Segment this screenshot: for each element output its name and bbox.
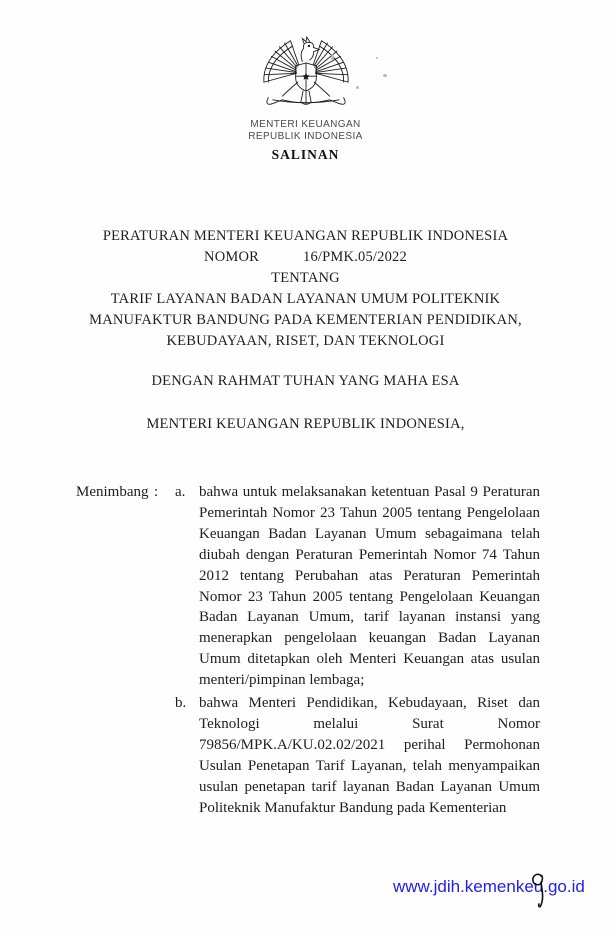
eagle-head: [301, 37, 319, 61]
item-text: bahwa untuk melaksanakan ketentuan Pasal 9 Peraturan Pemerintah Nomor 23 Tahun 2005 tentang Pengelolaan Keuangan Badan Layanan Umum sebagaimana telah diubah dengan Peraturan Pemerintah Nomor 74 Tahun 2012 tentang Perubahan atas Peraturan Pemerintah Nomor 23 Tahun 2005 tentang Pengelolaan Keuangan Badan Layanan Umum, tarif layanan instansi yang menerapkan pengelolaan keuangan Badan Layanan Umum ditetapkan oleh Menteri Keuangan atas usulan menteri/pimpinan lembaga;: [199, 484, 540, 689]
right-wing: [313, 41, 348, 82]
tail-feathers: [300, 91, 310, 104]
garuda-pancasila-emblem: [258, 33, 354, 115]
invocation-line: DENGAN RAHMAT TUHAN YANG MAHA ESA: [151, 373, 460, 389]
pancasila-shield: [295, 63, 316, 91]
considerations-list: [175, 482, 540, 819]
jdih-watermark-link[interactable]: www.jdih.kemenkeu.go.id: [393, 877, 585, 896]
scan-artifact: [356, 86, 359, 89]
regulation-number-line: [73, 247, 538, 268]
regulation-subject: TARIF LAYANAN BADAN LAYANAN UMUM POLITEKNIK MANUFAKTUR BANDUNG PADA KEMENTERIAN PENDIDIKAN, KEBUDAYAAN, RISET, DAN TEKNOLOGI: [89, 290, 522, 349]
considerations-section: [76, 482, 540, 819]
item-text: bahwa Menteri Pendidikan, Kebudayaan, Riset dan Teknologi melalui Surat Nomor 79856/MPK.A/KU.02.02/2021 perihal Permohonan Usulan Penetapan Tarif Layanan, telah menyampaikan usulan penetapan tarif layanan Badan Layanan Umum Politeknik Manufaktur Bandung pada Kementerian: [199, 695, 540, 816]
scan-artifact: [383, 74, 387, 77]
regulation-title: PERATURAN MENTERI KEUANGAN REPUBLIK INDONESIA: [102, 228, 509, 244]
regulation-title-block: [73, 226, 538, 351]
ministry-line2: REPUBLIK INDONESIA: [248, 131, 363, 142]
consideration-item-b: [175, 693, 540, 818]
ministry-name: [0, 119, 611, 143]
considerations-separator: :: [154, 484, 159, 500]
consideration-item-a: [175, 482, 540, 691]
scan-artifact: [376, 57, 378, 59]
left-wing: [263, 41, 298, 82]
nomor-value: 16/PMK.05/2022: [303, 248, 407, 265]
item-marker: b.: [175, 695, 187, 712]
authority-line: MENTERI KEUANGAN REPUBLIK INDONESIA,: [146, 416, 465, 432]
ministry-line1: MENTERI KEUANGAN: [250, 119, 361, 130]
copy-stamp: SALINAN: [271, 147, 340, 162]
handwritten-page-mark: [529, 872, 553, 910]
item-marker: a.: [175, 484, 186, 500]
considerations-label: Menimbang: [76, 484, 149, 500]
tentang-label: TENTANG: [271, 269, 340, 286]
nomor-label: NOMOR: [204, 248, 260, 265]
scan-artifact: [331, 54, 334, 60]
